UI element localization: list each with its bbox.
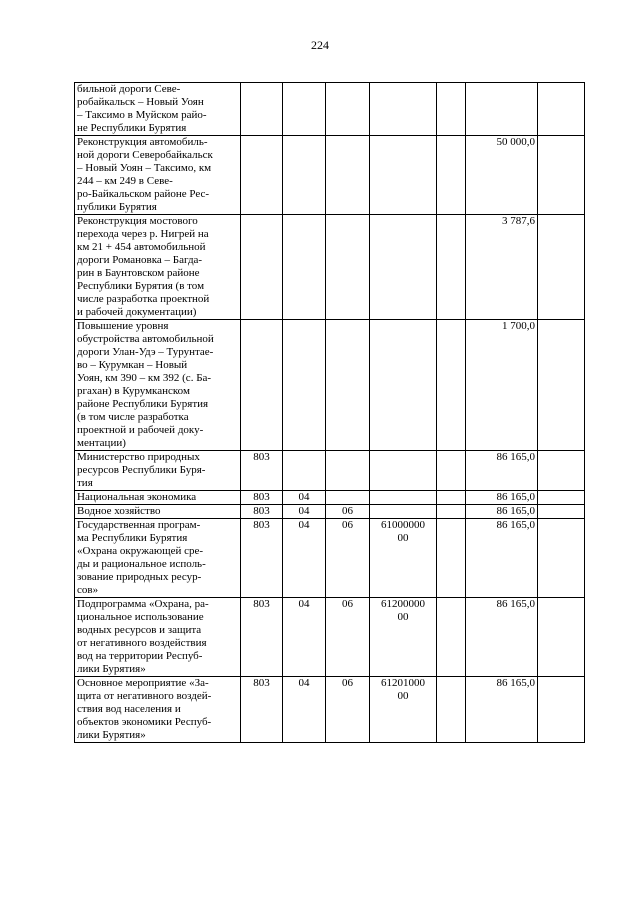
expense-type-cell — [437, 83, 466, 136]
target-article-cell — [370, 136, 437, 215]
table-row — [75, 136, 585, 215]
section-code-cell: 04 — [283, 491, 326, 505]
subsection-code-cell: 06 — [326, 677, 370, 743]
extra-cell — [538, 320, 585, 451]
table-row — [75, 598, 585, 677]
admin-code-cell: 803 — [241, 451, 283, 491]
row-name-cell: Реконструкция автомобиль- ной дороги Северобайкальск – Новый Уоян – Таксимо, км 244 – км 249 в Севе- ро-Байкальском районе Рес- публики Бурятия — [75, 136, 241, 215]
target-article-cell — [370, 505, 437, 519]
section-code-cell: 04 — [283, 598, 326, 677]
target-article-cell — [370, 320, 437, 451]
row-name-cell: Министерство природных ресурсов Республики Буря- тия — [75, 451, 241, 491]
table-row — [75, 215, 585, 320]
admin-code-cell: 803 — [241, 519, 283, 598]
expense-type-cell — [437, 505, 466, 519]
row-name-cell: Основное мероприятие «За- щита от негативного воздей- ствия вод населения и объектов экономики Респуб- лики Бурятия» — [75, 677, 241, 743]
subsection-code-cell: 06 — [326, 519, 370, 598]
expense-type-cell — [437, 136, 466, 215]
section-code-cell — [283, 215, 326, 320]
section-code-cell — [283, 136, 326, 215]
expense-type-cell — [437, 451, 466, 491]
section-code-cell: 04 — [283, 519, 326, 598]
admin-code-cell: 803 — [241, 677, 283, 743]
amount-cell: 86 165,0 — [466, 491, 538, 505]
amount-cell: 50 000,0 — [466, 136, 538, 215]
amount-cell — [466, 83, 538, 136]
row-name-cell: Повышение уровня обустройства автомобильной дороги Улан-Удэ – Турунтае- во – Курумкан – Новый Уоян, км 390 – км 392 (с. Ба- ргахан) в Курумканском районе Республики Бурятия (в том числе разработка проектной и рабочей доку- ментации) — [75, 320, 241, 451]
page-number: 224 — [311, 38, 329, 52]
extra-cell — [538, 598, 585, 677]
target-article-cell: 61000000 00 — [370, 519, 437, 598]
expense-type-cell — [437, 320, 466, 451]
admin-code-cell — [241, 83, 283, 136]
extra-cell — [538, 215, 585, 320]
amount-cell: 86 165,0 — [466, 677, 538, 743]
expense-type-cell — [437, 677, 466, 743]
row-name-cell: Подпрограмма «Охрана, ра- циональное использование водных ресурсов и защита от негативного воздействия вод на территории Респуб- лики Бурятия» — [75, 598, 241, 677]
section-code-cell: 04 — [283, 505, 326, 519]
admin-code-cell — [241, 136, 283, 215]
budget-table — [74, 82, 585, 743]
extra-cell — [538, 677, 585, 743]
admin-code-cell: 803 — [241, 598, 283, 677]
amount-cell: 86 165,0 — [466, 451, 538, 491]
subsection-code-cell — [326, 451, 370, 491]
extra-cell — [538, 491, 585, 505]
extra-cell — [538, 451, 585, 491]
section-code-cell — [283, 451, 326, 491]
amount-cell: 1 700,0 — [466, 320, 538, 451]
admin-code-cell: 803 — [241, 505, 283, 519]
section-code-cell — [283, 320, 326, 451]
section-code-cell: 04 — [283, 677, 326, 743]
target-article-cell: 61200000 00 — [370, 598, 437, 677]
amount-cell: 86 165,0 — [466, 519, 538, 598]
row-name-cell: бильной дороги Севе- робайкальск – Новый Уоян – Таксимо в Муйском райо- не Республики Бурятия — [75, 83, 241, 136]
row-name-cell: Государственная програм- ма Республики Бурятия «Охрана окружающей сре- ды и рациональное исполь- зование природных ресур- сов» — [75, 519, 241, 598]
row-name-cell: Реконструкция мостового перехода через р. Нигрей на км 21 + 454 автомобильной дороги Романовка – Багда- рин в Баунтовском районе Республики Бурятия (в том числе разработка проектной и рабочей документации) — [75, 215, 241, 320]
table-row — [75, 451, 585, 491]
target-article-cell — [370, 491, 437, 505]
amount-cell: 86 165,0 — [466, 505, 538, 519]
table-row — [75, 677, 585, 743]
row-name-cell: Водное хозяйство — [75, 505, 241, 519]
admin-code-cell — [241, 215, 283, 320]
section-code-cell — [283, 83, 326, 136]
extra-cell — [538, 136, 585, 215]
target-article-cell — [370, 451, 437, 491]
extra-cell — [538, 83, 585, 136]
amount-cell: 3 787,6 — [466, 215, 538, 320]
table-row — [75, 505, 585, 519]
subsection-code-cell: 06 — [326, 505, 370, 519]
subsection-code-cell — [326, 136, 370, 215]
table-row — [75, 83, 585, 136]
budget-table-body — [75, 83, 585, 743]
admin-code-cell — [241, 320, 283, 451]
subsection-code-cell: 06 — [326, 598, 370, 677]
extra-cell — [538, 519, 585, 598]
target-article-cell — [370, 83, 437, 136]
subsection-code-cell — [326, 215, 370, 320]
row-name-cell: Национальная экономика — [75, 491, 241, 505]
amount-cell: 86 165,0 — [466, 598, 538, 677]
expense-type-cell — [437, 215, 466, 320]
subsection-code-cell — [326, 491, 370, 505]
admin-code-cell: 803 — [241, 491, 283, 505]
expense-type-cell — [437, 598, 466, 677]
subsection-code-cell — [326, 320, 370, 451]
target-article-cell — [370, 215, 437, 320]
expense-type-cell — [437, 519, 466, 598]
table-row — [75, 491, 585, 505]
expense-type-cell — [437, 491, 466, 505]
target-article-cell: 61201000 00 — [370, 677, 437, 743]
table-row — [75, 519, 585, 598]
table-row — [75, 320, 585, 451]
subsection-code-cell — [326, 83, 370, 136]
extra-cell — [538, 505, 585, 519]
